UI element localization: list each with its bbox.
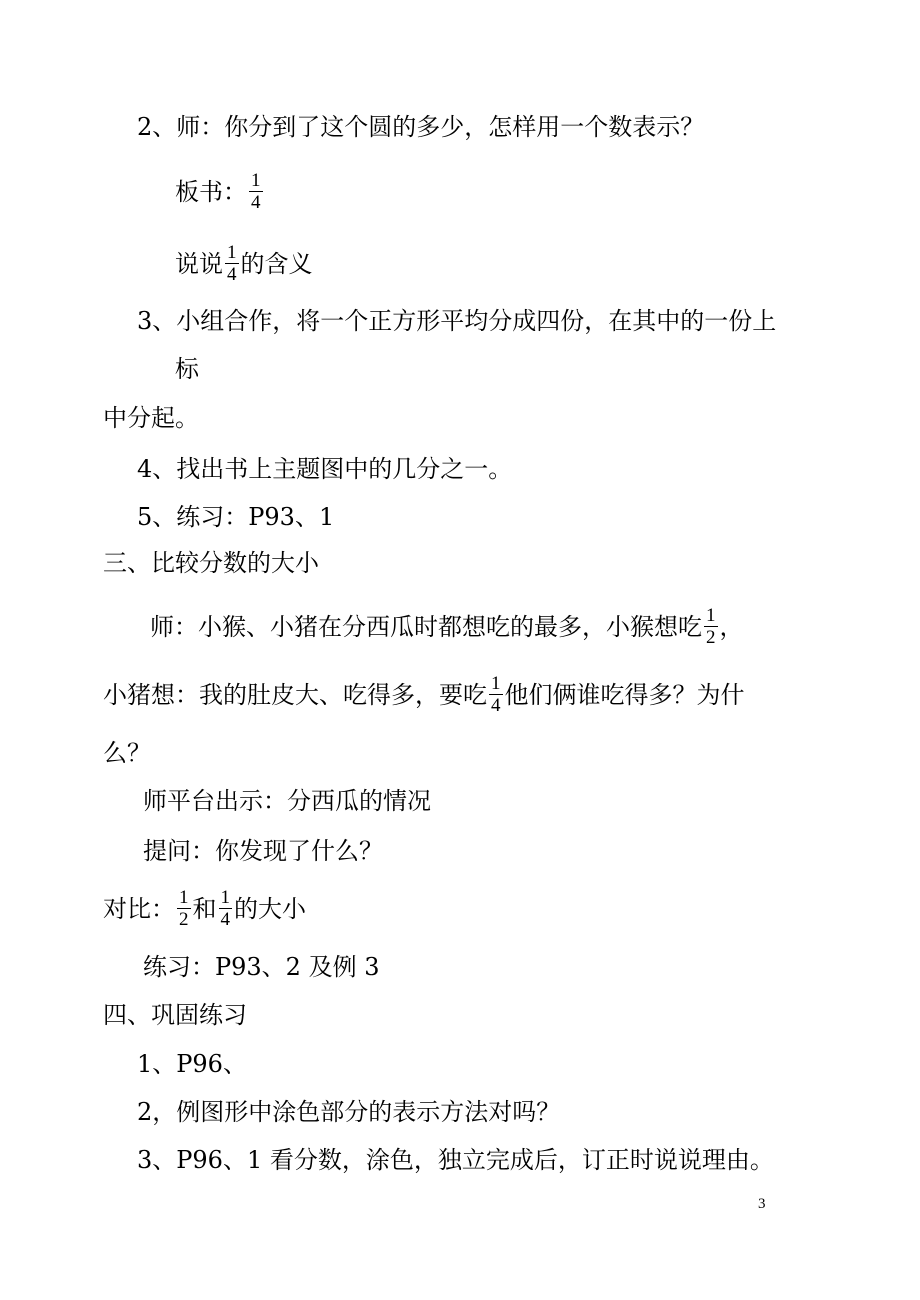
item-3-end — [103, 403, 199, 433]
practice-text: 练习：P93、2 及例 3 — [143, 953, 380, 981]
meaning-suffix: 的含义 — [240, 249, 313, 278]
board-writing-label: 板书： — [175, 177, 247, 206]
fraction-denominator: 4 — [220, 909, 230, 930]
fraction-one-quarter — [219, 887, 233, 930]
fraction-denominator: 4 — [251, 192, 261, 213]
exercise-1-text: 1、P96、 — [137, 1050, 247, 1078]
exercise-2 — [137, 1097, 560, 1127]
fraction-one-quarter — [225, 242, 239, 285]
board-writing-line — [175, 170, 265, 213]
fraction-denominator: 2 — [179, 909, 189, 930]
exercise-1 — [137, 1049, 247, 1079]
meaning-line — [175, 242, 313, 285]
pig-line-end-text: 么？ — [103, 739, 151, 767]
practice-line — [143, 952, 379, 982]
fraction-one-half — [177, 887, 191, 930]
item-5-text: 5、练习：P93、1 — [137, 503, 335, 531]
exercise-2-text: 2，例图形中涂色部分的表示方法对吗？ — [137, 1098, 561, 1126]
fraction-numerator: 1 — [251, 170, 261, 191]
fraction-numerator: 1 — [220, 887, 230, 908]
compare-label: 对比： — [103, 894, 175, 923]
section-4-title: 四、巩固练习 — [103, 1001, 247, 1029]
item-2-text: 2、师：你分到了这个圆的多少，怎样用一个数表示？ — [137, 113, 705, 141]
teacher-story-text: 师：小猴、小猪在分西瓜时都想吃的最多，小猴想吃 — [150, 612, 702, 641]
item-3-text: 3、小组合作，将一个正方形平均分成四份，在其中的一份上 — [137, 307, 777, 335]
pig-line-end — [103, 738, 151, 768]
fraction-one-quarter — [489, 673, 503, 716]
fraction-numerator: 1 — [227, 242, 237, 263]
page-number: 3 — [758, 1196, 766, 1212]
platform-show-text: 师平台出示：分西瓜的情况 — [143, 787, 431, 815]
fraction-one-quarter — [249, 170, 263, 213]
teacher-story-line — [150, 605, 744, 648]
item-4-find — [137, 454, 512, 484]
section-3-heading — [103, 548, 319, 578]
item-3-end-text: 中分起。 — [103, 404, 199, 432]
item-2-question — [137, 112, 704, 142]
teacher-story-after: ， — [719, 612, 744, 641]
fraction-denominator: 4 — [227, 264, 237, 285]
compare-line — [103, 887, 306, 930]
section-3-title: 三、比较分数的大小 — [103, 549, 319, 577]
item-4-text: 4、找出书上主题图中的几分之一。 — [137, 455, 513, 483]
question-text: 提问：你发现了什么？ — [143, 837, 383, 865]
compare-and: 和 — [192, 894, 217, 923]
question-line — [143, 836, 383, 866]
item-5-practice — [137, 502, 334, 532]
fraction-denominator: 4 — [491, 695, 501, 716]
fraction-numerator: 1 — [491, 673, 501, 694]
fraction-numerator: 1 — [179, 887, 189, 908]
pig-question: 他们俩谁吃得多？为什 — [504, 680, 745, 709]
pig-line — [103, 673, 745, 716]
platform-show — [143, 786, 431, 816]
fraction-numerator: 1 — [706, 605, 716, 626]
item-3-continuation-text: 标 — [175, 355, 199, 383]
fraction-one-half — [704, 605, 718, 648]
item-3-group-work — [137, 306, 776, 336]
section-4-heading — [103, 1000, 247, 1030]
pig-text: 小猪想：我的肚皮大、吃得多，要吃 — [103, 680, 487, 709]
compare-suffix: 的大小 — [234, 894, 306, 923]
meaning-prefix: 说说 — [175, 249, 223, 278]
exercise-3-text: 3、P96、1 看分数，涂色，独立完成后，订正时说说理由。 — [137, 1146, 774, 1174]
exercise-3 — [137, 1145, 774, 1175]
fraction-denominator: 2 — [706, 627, 716, 648]
item-3-continuation — [175, 354, 199, 384]
